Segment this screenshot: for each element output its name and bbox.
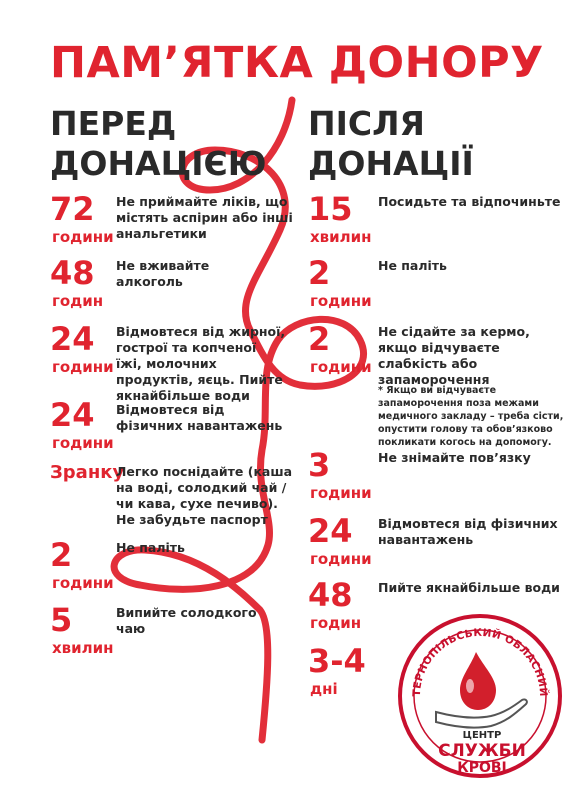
- after-item-unit: хвилин: [310, 228, 372, 246]
- before-item-text: Не паліть: [116, 540, 185, 555]
- after-item-text: Пийте якнайбільше води: [378, 580, 560, 595]
- before-item-num: 24: [50, 320, 95, 358]
- before-item-num: 72: [50, 190, 95, 228]
- after-item-unit: години: [310, 550, 372, 568]
- before-item-num: Зранку: [50, 462, 125, 483]
- before-item-unit: години: [52, 358, 114, 376]
- after-item-unit: години: [310, 358, 372, 376]
- after-item-num: 3: [308, 446, 331, 484]
- before-item-num: 2: [50, 536, 73, 574]
- after-item-unit: дні: [310, 680, 338, 698]
- before-item-num: 24: [50, 396, 95, 434]
- logo-line1: ЦЕНТР: [462, 730, 502, 741]
- before-item-num: 48: [50, 254, 95, 292]
- before-item-unit: години: [52, 228, 114, 246]
- after-item-num: 2: [308, 254, 331, 292]
- after-item-num: 48: [308, 576, 353, 614]
- before-item-text: Випийте солодкого чаю: [116, 605, 257, 636]
- logo-top-text: ТЕРНОПІЛЬСЬКИЙ ОБЛАСНИЙ: [410, 626, 550, 697]
- before-item-unit: години: [52, 434, 114, 452]
- page-title: ПАМ’ЯТКА ДОНОРУ: [50, 38, 544, 88]
- after-item-unit: години: [310, 292, 372, 310]
- before-item-unit: хвилин: [52, 639, 114, 657]
- logo-line3: КРОВІ: [457, 760, 507, 776]
- before-item-text: Не приймайте ліків, що містять аспірин або інші анальгетики: [116, 194, 293, 241]
- before-item-text: Не вживайте алкоголь: [116, 258, 210, 289]
- logo-line2: СЛУЖБИ: [438, 741, 526, 761]
- logo-emblem-icon: [396, 612, 564, 780]
- before-item-num: 5: [50, 601, 73, 639]
- after-item-unit: години: [310, 484, 372, 502]
- blood-center-logo: [396, 612, 564, 780]
- before-item-unit: годин: [52, 292, 104, 310]
- after-item-num: 3-4: [308, 642, 366, 680]
- before-item-text: Відмовтеся від жирної, гострої та копченої їжі, молочних продуктів, яєць. Пийте якнайбільше води: [116, 324, 286, 403]
- after-item-num: 24: [308, 512, 353, 550]
- after-note: * Якщо ви відчуваєте запаморочення поза межами медичного закладу – треба сісти, опустити голову та обов’язково покликати когось на допомогу.: [378, 385, 564, 448]
- before-heading: [50, 104, 266, 184]
- after-item-num: 2: [308, 320, 331, 358]
- after-item-num: 15: [308, 190, 353, 228]
- after-item-text: Відмовтеся від фізичних навантажень: [378, 516, 558, 547]
- after-heading-line2: ДОНАЦІЇ: [308, 144, 474, 183]
- after-item-text: Не сідайте за кермо, якщо відчуваєте слабкість або запаморочення: [378, 324, 530, 387]
- before-item-unit: години: [52, 574, 114, 592]
- before-heading-line2: ДОНАЦІЄЮ: [50, 144, 267, 183]
- after-heading-line1: ПІСЛЯ: [308, 104, 425, 143]
- before-item-text: Відмовтеся від фізичних навантажень: [116, 402, 283, 433]
- before-heading-line1: ПЕРЕД: [50, 104, 177, 143]
- after-item-text: Не знімайте пов’язку: [378, 450, 531, 465]
- before-item-text: Легко поснідайте (каша на воді, солодкий чай /чи кава, сухе печиво). Не забудьте паспорт: [116, 464, 293, 527]
- after-item-text: Не паліть: [378, 258, 447, 273]
- after-item-text: Посидьте та відпочиньте: [378, 194, 561, 209]
- after-item-unit: годин: [310, 614, 362, 632]
- after-heading: [308, 104, 474, 184]
